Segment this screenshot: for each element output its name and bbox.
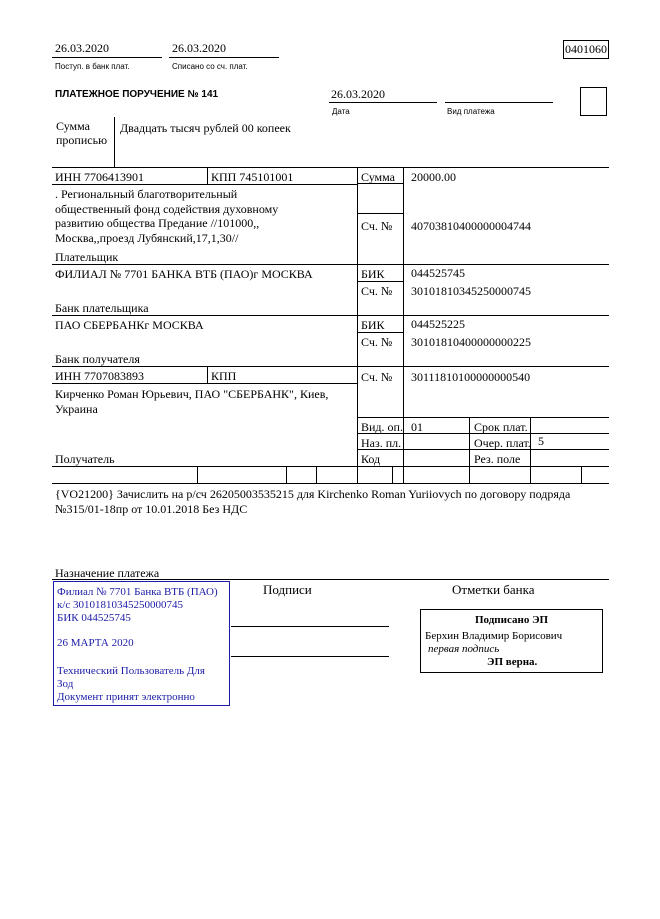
payee-account: 30111810100000000540: [411, 370, 531, 384]
payment-type-label: Вид платежа: [447, 107, 495, 116]
reserve-label: Рез. поле: [474, 452, 521, 466]
payee-account-label: Сч. №: [361, 370, 393, 384]
stamp-line4: Технический Пользователь Для: [57, 665, 205, 677]
payer-bank-bik-label: БИК: [361, 267, 385, 281]
payee-bank-bik-label: БИК: [361, 318, 385, 332]
date-debited-label: Списано со сч. плат.: [172, 62, 248, 71]
payment-term-label: Срок плат.: [474, 420, 528, 434]
stamp-line5: Зод: [57, 678, 74, 690]
order-date: 26.03.2020: [331, 87, 385, 101]
signed-ep: Подписано ЭП: [475, 614, 549, 626]
signature-valid: ЭП верна.: [487, 656, 538, 668]
op-type: 01: [411, 420, 423, 434]
amount-label: Сумма: [361, 170, 395, 184]
order-date-label: Дата: [332, 107, 350, 116]
stamp-line6: Документ принят электронно: [57, 691, 195, 703]
payer-bank-account-label: Сч. №: [361, 284, 393, 298]
payee-label: Получатель: [55, 452, 115, 466]
payer-inn: ИНН 7706413901: [55, 170, 144, 184]
bank-marks-label: Отметки банка: [452, 582, 535, 597]
op-type-label: Вид. оп.: [361, 420, 403, 434]
bank-stamp: [53, 581, 230, 706]
purpose-label: Назначение платежа: [55, 566, 160, 580]
e-signature-box: [420, 609, 603, 673]
payee-bank-name: ПАО СБЕРБАНКг МОСКВА: [55, 318, 204, 332]
stamp-line1: Филиал № 7701 Банка ВТБ (ПАО): [57, 586, 218, 598]
stamp-line2: к/с 30101810345250000745: [57, 599, 184, 611]
document-title: ПЛАТЕЖНОЕ ПОРУЧЕНИЕ № 141: [55, 89, 219, 100]
amount-words-label: Сумма прописью: [56, 119, 108, 147]
payee-name: Кирченко Роман Юрьевич, ПАО "СБЕРБАНК", Киев, Украина: [55, 387, 329, 416]
status-box: [580, 87, 607, 116]
date-debited: 26.03.2020: [172, 41, 226, 55]
payer-label: Плательщик: [55, 250, 119, 264]
payer-account-label: Сч. №: [361, 219, 393, 233]
payer-bank-bik: 044525745: [411, 266, 465, 280]
payee-bank-account: 30101810400000000225: [411, 335, 531, 349]
signer-name: Берхин Владимир Борисович: [425, 630, 563, 642]
amount-words: Двадцать тысяч рублей 00 копеек: [120, 121, 291, 135]
payer-kpp: КПП 745101001: [211, 170, 294, 184]
payee-kpp: КПП: [211, 369, 237, 383]
date-received: 26.03.2020: [55, 41, 109, 55]
priority: 5: [538, 434, 544, 448]
purpose-code-label: Наз. пл.: [361, 436, 402, 450]
amount-value: 20000.00: [411, 170, 456, 184]
date-received-label: Поступ. в банк плат.: [55, 62, 130, 71]
stamp-line3: БИК 044525745: [57, 612, 131, 624]
payee-bank-label: Банк получателя: [55, 352, 140, 366]
first-signature: первая подпись: [428, 643, 500, 655]
stamp-date: 26 МАРТА 2020: [57, 637, 134, 649]
payee-bank-account-label: Сч. №: [361, 335, 393, 349]
signatures-label: Подписи: [263, 582, 312, 597]
priority-label: Очер. плат.: [474, 436, 531, 450]
payee-inn: ИНН 7707083893: [55, 369, 144, 383]
form-code: 0401060: [563, 40, 609, 59]
payer-bank-label: Банк плательщика: [55, 301, 149, 315]
code-label: Код: [361, 452, 381, 466]
payer-bank-account: 30101810345250000745: [411, 284, 531, 298]
payer-name: . Региональный благотворительный общественный фонд содействия духовному развитию общества Предание //101000,, Москва,,проезд Лубянский,17,1,30//: [55, 187, 279, 245]
payer-bank-name: ФИЛИАЛ № 7701 БАНКА ВТБ (ПАО)г МОСКВА: [55, 267, 313, 281]
payer-account: 40703810400000004744: [411, 219, 531, 233]
payment-purpose: {VO21200} Зачислить на р/сч 26205003535215 для Kirchenko Roman Yuriiovych по договору подряда №315/01-18пр от 10.01.2018 Без НДС: [55, 487, 571, 516]
payee-bank-bik: 044525225: [411, 317, 465, 331]
